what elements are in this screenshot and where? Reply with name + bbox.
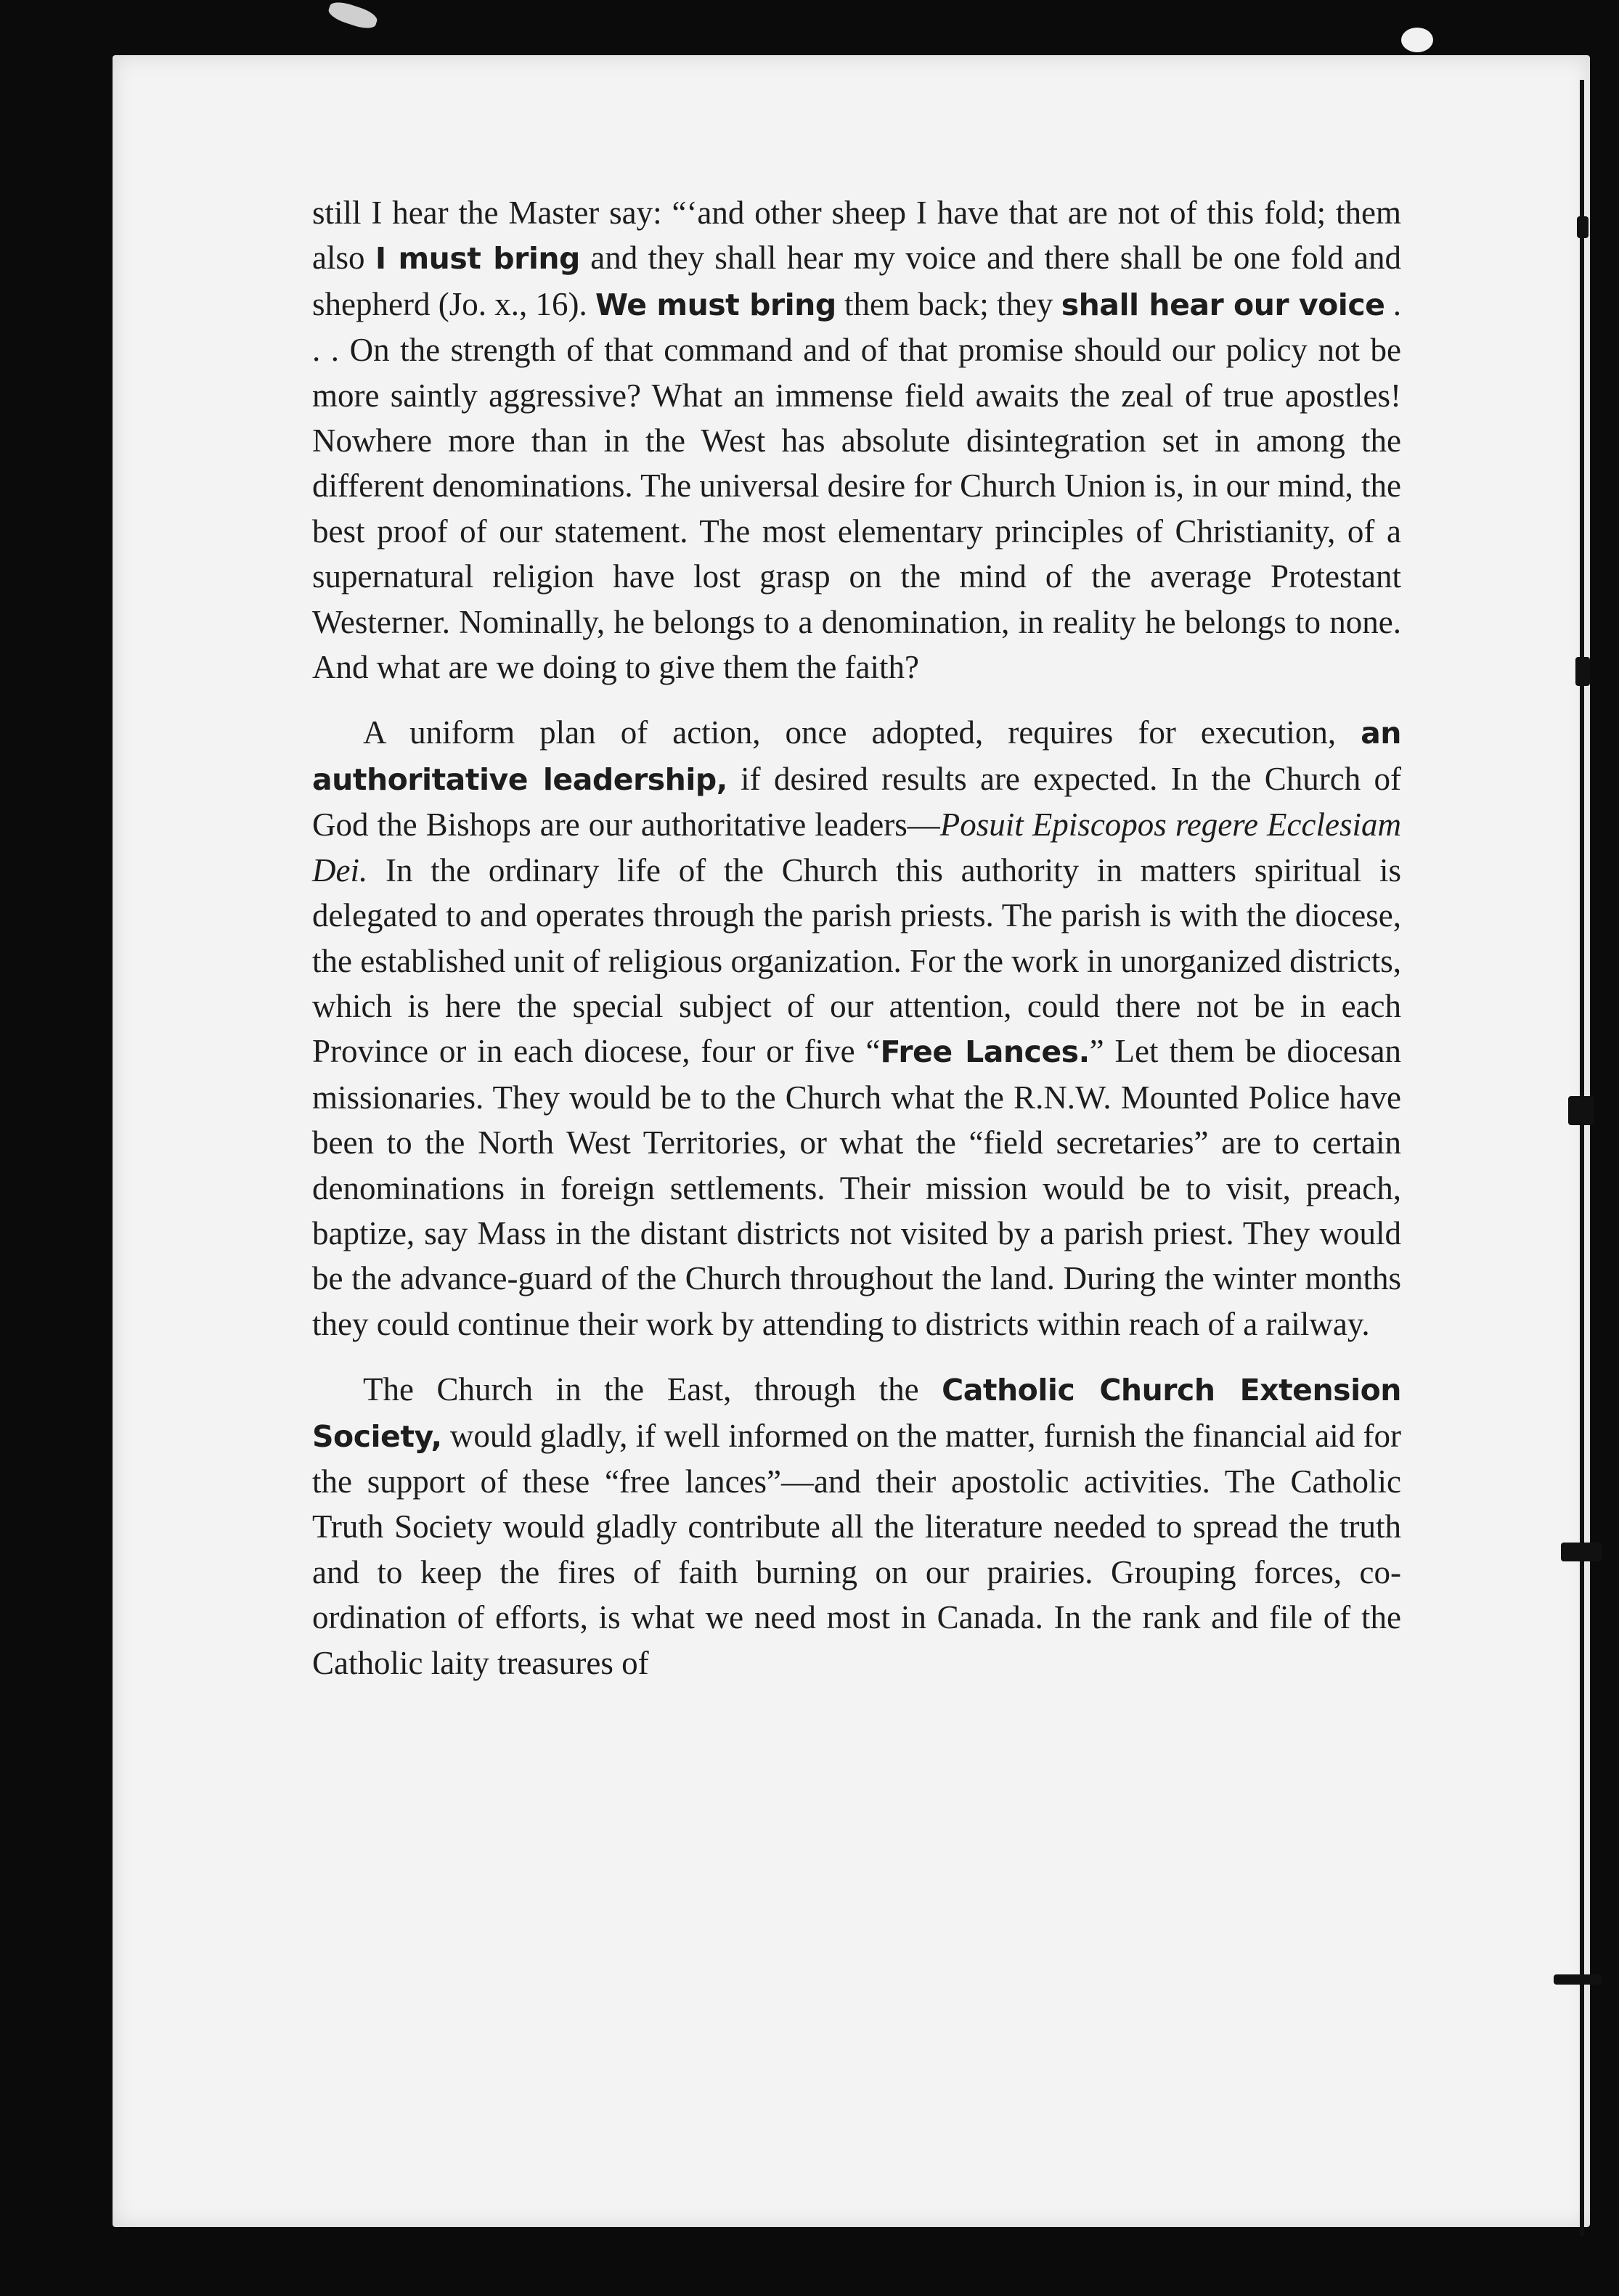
text-run-bold: shall hear our voice <box>1061 287 1385 322</box>
binding-clip <box>1568 1096 1594 1125</box>
document-body <box>312 190 1401 1686</box>
text-run: would gladly, if well informed on the matter, furnish the financial aid for the support of these “free lances”—and their apostolic activities. The Catholic Truth Society would gladly contribute all the literature needed to spread the truth and to keep the fires of faith burning on our prairies. Grouping forces, co-ordination of efforts, is what we need most in Canada. In the rank and file of the Catholic laity treasures of <box>312 1417 1401 1681</box>
paragraph <box>312 710 1401 1347</box>
text-run: The Church in the East, through the <box>363 1371 942 1408</box>
binding-clip <box>1554 1974 1602 1985</box>
scan-dot <box>1401 28 1433 52</box>
binding-clip <box>1575 657 1590 686</box>
text-run: if desired results are expected. In the Church of God the Bishops are our authoritative leaders— <box>312 760 1401 843</box>
text-run: ” Let them be diocesan missionaries. They would be to the Church what the R.N.W. Mounted Police have been to the North West Territories, or what the “field secretaries” are to certain denominations in foreign settlements. Their mission would be to visit, preach, baptize, say Mass in the distant districts not visited by a parish priest. They would be the advance-guard of the Church throughout the land. During the winter months they could continue their work by attending to districts within reach of a railway. <box>312 1033 1401 1342</box>
binding-edge <box>1580 80 1584 2236</box>
text-run-bold: I must bring <box>375 241 580 277</box>
text-run-bold: an authoritative leadership, <box>312 716 1401 797</box>
binding-clip <box>1561 1543 1602 1561</box>
text-run: and they shall hear my voice and there shall be one fold and shepherd (Jo. x., 16). <box>312 240 1401 322</box>
text-run: . . . On the strength of that command and of that promise should our policy not be more saintly aggressive? What an immense field awaits the zeal of true apostles! Nowhere more than in the West has absolute disintegration set in among the different denominations. The universal desire for Church Union is, in our mind, the best proof of our statement. The most elementary principles of Christianity, of a supernatural religion have lost grasp on the mind of the average Protestant Westerner. Nominally, he belongs to a denomination, in reality he belongs to none. And what are we doing to give them the faith? <box>312 285 1402 686</box>
binding-clip <box>1577 216 1589 238</box>
text-run-bold: Free Lances. <box>880 1034 1090 1070</box>
text-run-italic: Posuit Episcopos regere Ecclesiam Dei. <box>312 806 1401 888</box>
text-run-bold: We must bring <box>595 287 836 322</box>
text-run: still I hear the Master say: “‘and other sheep I have that are not of this fold; them also <box>312 195 1401 277</box>
text-run: In the ordinary life of the Church this authority in matters spiritual is delegated to and operates through the parish priests. The parish is with the diocese, the established unit of religious organization. For the work in unorganized districts, which is here the special subject of our attention, could there not be in each Province or in each diocese, four or five “ <box>312 851 1401 1070</box>
paragraph <box>312 1367 1401 1686</box>
text-run: A uniform plan of action, once adopted, requires for execution, <box>363 714 1361 751</box>
text-run-bold: Catholic Church Extension Society, <box>312 1373 1401 1454</box>
paragraph <box>312 190 1401 690</box>
text-run: them back; they <box>836 285 1061 322</box>
